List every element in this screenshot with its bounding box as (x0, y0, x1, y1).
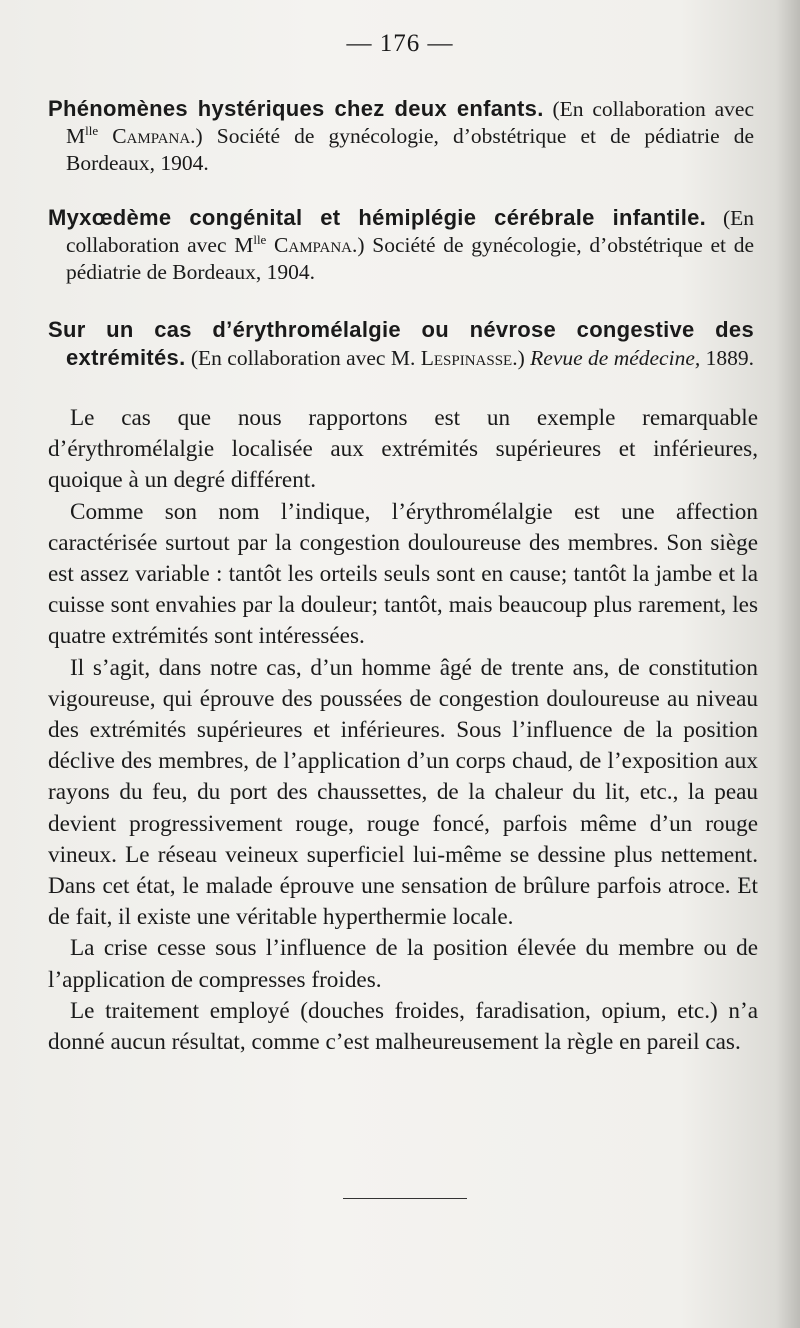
entry-author: Campana (98, 124, 191, 148)
entry-sup: lle (253, 231, 267, 247)
entry-punct: .) (512, 346, 531, 370)
paragraph: Le cas que nous rapportons est un exemple remarquable d’érythromélalgie localisée aux extrémités supérieures et inférieures, quoique à un degré différent. (48, 405, 758, 494)
entry-title: Sur un cas d’érythromélalgie ou névrose congestive des extrémités. (48, 317, 754, 370)
entry-sup: lle (85, 122, 99, 138)
entry-collab: (En collaboration avec M (66, 206, 754, 257)
bibliography-entry-3 (48, 316, 754, 372)
entry-collab: (En collaboration avec M. (185, 346, 421, 370)
paragraph: Le traitement employé (douches froides, faradisation, opium, etc.) n’a donné aucun résultat, comme c’est malheureusement la règle en pareil cas. (48, 997, 758, 1056)
paragraph: Il s’agit, dans notre cas, d’un homme âgé de trente ans, de constitution vigoureuse, qui éprouve des poussées de congestion douloureuse au niveau des extrémités supérieures et inférieures. Sous l’influence de la position déclive des membres, de l’application d’un corps chaud, de l’exposition aux rayons du feu, du port des chaussettes, de la chaleur du lit, etc., la peau devient progressivement rouge, rouge foncé, parfois même d’un rouge vineux. Le réseau veineux superficiel lui-même se dessine plus nettement. Dans cet état, le malade éprouve une sensation de brûlure parfois atroce. Et de fait, il existe une véritable hyperthermie locale. (48, 654, 758, 931)
bibliography-entry-1 (48, 95, 754, 177)
entry-source: .) Société de gynécologie, d’obstétrique et de pédiatrie de Bordeaux, 1904. (66, 233, 754, 284)
entry-source: .) Société de gynécologie, d’obstétrique et de pédiatrie de Bordeaux, 1904. (66, 124, 754, 175)
paragraph: Comme son nom l’indique, l’érythromélalgie est une affection caractérisée surtout par la congestion douloureuse des membres. Son siège est assez variable : tantôt les orteils seuls sont en cause; tantôt la jambe et la cuisse sont envahies par la douleur; tantôt, mais beaucoup plus rarement, les quatre extrémités sont intéressées. (48, 498, 758, 650)
entry-body (48, 403, 758, 1058)
end-rule (343, 1198, 467, 1199)
entry-collab: (En collaboration avec M (66, 97, 754, 148)
bibliography-entry-2 (48, 204, 754, 286)
page-number: — 176 — (346, 30, 454, 57)
entry-title: Phénomènes hystériques chez deux enfants. (48, 96, 544, 121)
entry-title: Myxœdème congénital et hémiplégie cérébrale infantile. (48, 205, 707, 230)
entry-author: Lespinasse (420, 346, 513, 370)
entry-year: 1889. (700, 346, 754, 370)
entry-journal: Revue de médecine, (530, 346, 701, 370)
paragraph: La crise cesse sous l’influence de la position élevée du membre ou de l’application de compresses froides. (48, 935, 758, 993)
entry-author: Campana (266, 233, 352, 257)
